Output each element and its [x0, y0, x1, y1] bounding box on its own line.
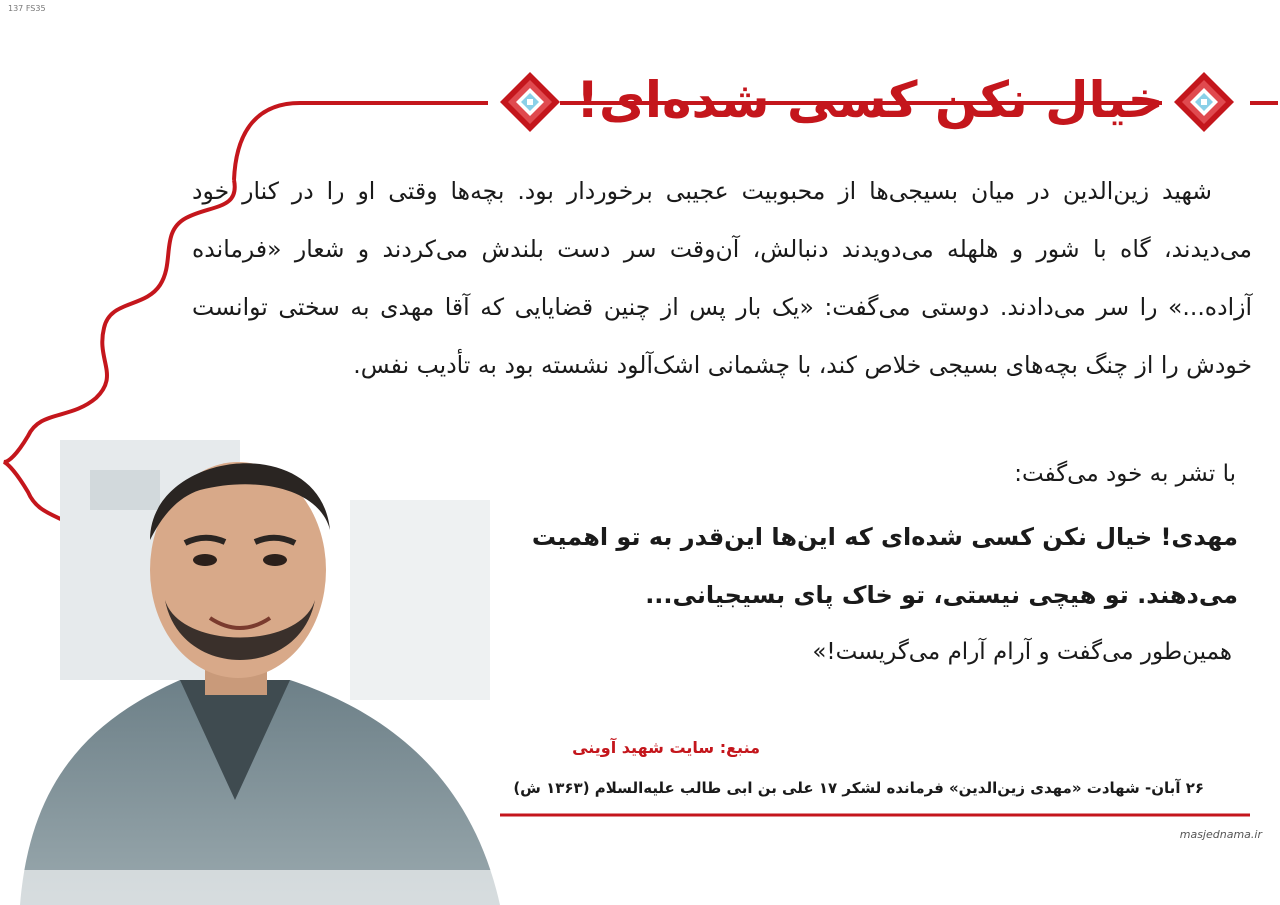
caption: ۲۶ آبان- شهادت «مهدی زین‌الدین» فرمانده لشکر ۱۷ علی بن ابی طالب علیه‌السلام (۱۳۶۳ ش) — [513, 779, 1204, 797]
martyr-portrait — [0, 380, 560, 905]
website-link[interactable]: masjednama.ir — [1179, 828, 1262, 841]
closing-line: همین‌طور می‌گفت و آرام آرام می‌گریست!» — [812, 639, 1232, 665]
page-title: خیال نکن کسی شده‌ای! — [576, 71, 1164, 129]
quote-lead: با تشر به خود می‌گفت: — [1014, 461, 1236, 487]
diamond-ornament-icon — [498, 70, 562, 134]
diamond-ornament-icon — [1172, 70, 1236, 134]
story-paragraph: شهید زین‌الدین در میان بسیجی‌ها از محبوبیت عجیبی برخوردار بود. بچه‌ها وقتی او را در کنار خود می‌دیدند، گاه با شور و هلهله می‌دویدند دنبالش، آن‌وقت سر دست بلندش می‌کردند و شعار «فرمانده آزاده...» را سر می‌دادند. دوستی می‌گفت: «یک بار پس از چنین قضایایی که آقا مهدی به سختی توانست خودش را از چنگ بچه‌های بسیجی خلاص کند، با چشمانی اشک‌آلود نشسته بود به تأدیب نفس. — [192, 177, 1252, 379]
corner-code: 137 FS35 — [8, 4, 46, 13]
source-credit: منبع: سایت شهید آوینی — [572, 738, 760, 757]
highlighted-quote: مهدی! خیال نکن کسی شده‌ای که این‌ها این‌قدر به تو اهمیت می‌دهند. تو هیچی نیستی، تو خاک پای بسیجیانی... — [531, 523, 1238, 609]
